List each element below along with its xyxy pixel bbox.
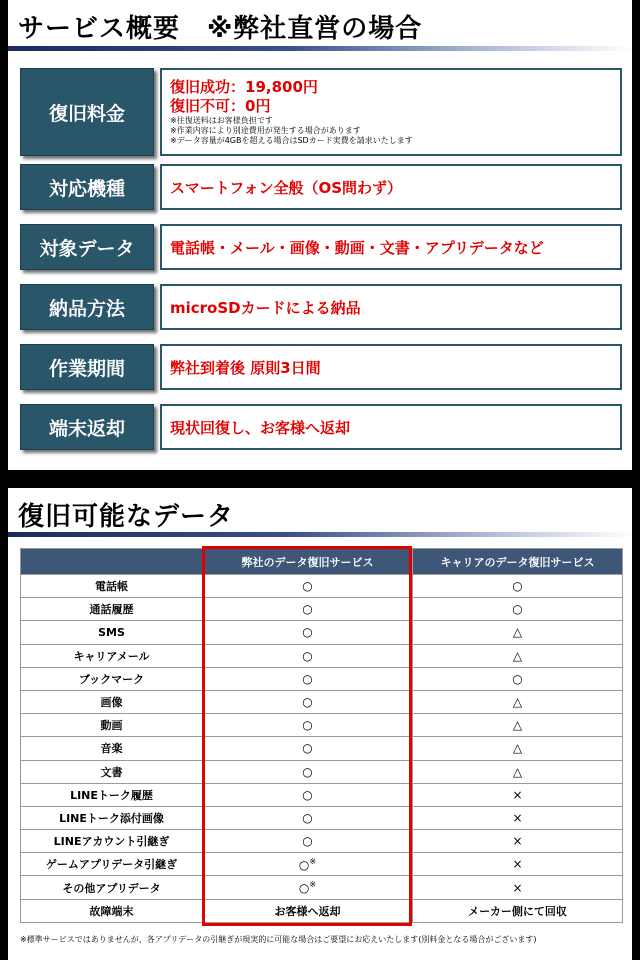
service-row-value: microSDカードによる納品 — [160, 284, 622, 330]
mark-note: ※ — [309, 880, 317, 890]
table-row — [21, 644, 623, 667]
service-row-label: 復旧料金 — [20, 68, 154, 156]
table-row — [21, 575, 623, 598]
service-row-label: 作業期間 — [20, 344, 154, 390]
data-item-label: ゲームアプリデータ引継ぎ — [21, 853, 203, 876]
carrier-service-mark: △ — [413, 690, 623, 713]
carrier-device-handling: メーカー側にて回収 — [413, 899, 623, 922]
carrier-service-mark: × — [413, 783, 623, 806]
table-row — [21, 690, 623, 713]
carrier-service-mark: △ — [413, 714, 623, 737]
carrier-service-mark: △ — [413, 621, 623, 644]
title-divider — [8, 532, 632, 537]
carrier-service-mark: ○ — [413, 575, 623, 598]
data-item-label: LINEアカウント引継ぎ — [21, 830, 203, 853]
data-item-label: LINEトーク添付画像 — [21, 806, 203, 829]
data-item-label: 動画 — [21, 714, 203, 737]
service-row-value: 現状回復し、お客様へ返却 — [160, 404, 622, 450]
our-service-mark: ○ — [203, 690, 413, 713]
carrier-service-mark: △ — [413, 737, 623, 760]
price-note-sd-card: ※データ容量が4GBを超える場合はSDカード実費を請求いたします — [170, 136, 413, 145]
carrier-service-mark: ○ — [413, 667, 623, 690]
carrier-service-mark: △ — [413, 644, 623, 667]
table-row — [21, 830, 623, 853]
footnote: ※標準サービスではありませんが、各アプリデータの引継ぎが現実的に可能な場合はご要望にお応えいたします(別料金となる場合がございます) — [20, 935, 537, 944]
data-item-label: LINEトーク履歴 — [21, 783, 203, 806]
recoverable-data-panel — [8, 488, 632, 960]
service-row-target-data — [20, 224, 622, 270]
recoverable-data-title: 復旧可能なデータ — [18, 502, 235, 532]
our-service-mark — [203, 876, 413, 899]
mark-note: ※ — [309, 856, 317, 866]
service-overview-panel — [8, 0, 632, 470]
our-service-mark: ○ — [203, 667, 413, 690]
data-item-label: キャリアメール — [21, 644, 203, 667]
table-row — [21, 737, 623, 760]
table-row — [21, 714, 623, 737]
table-row — [21, 899, 623, 922]
price-note-extra-cost: ※作業内容により別途費用が発生する場合があります — [170, 126, 361, 135]
service-row-label: 対象データ — [20, 224, 154, 270]
service-row-label: 納品方法 — [20, 284, 154, 330]
service-row-label: 端末返却 — [20, 404, 154, 450]
table-row — [21, 621, 623, 644]
data-item-label: 電話帳 — [21, 575, 203, 598]
carrier-service-mark: × — [413, 853, 623, 876]
carrier-service-mark: × — [413, 876, 623, 899]
data-item-label: 通話履歴 — [21, 598, 203, 621]
data-item-label: 画像 — [21, 690, 203, 713]
carrier-service-mark: × — [413, 806, 623, 829]
data-item-label: 故障端末 — [21, 899, 203, 922]
mark-symbol: ○ — [298, 857, 310, 872]
service-row-value: スマートフォン全般（OS問わず） — [160, 164, 622, 210]
our-service-mark: ○ — [203, 830, 413, 853]
carrier-service-mark: ○ — [413, 598, 623, 621]
title-divider — [8, 46, 632, 51]
table-row — [21, 876, 623, 899]
service-row-period — [20, 344, 622, 390]
table-row — [21, 760, 623, 783]
our-service-mark: ○ — [203, 575, 413, 598]
service-row-price — [20, 68, 622, 156]
our-service-mark: ○ — [203, 806, 413, 829]
service-row-device-return — [20, 404, 622, 450]
mark-symbol: ○ — [298, 881, 310, 896]
data-item-label: ブックマーク — [21, 667, 203, 690]
our-service-mark: ○ — [203, 714, 413, 737]
table-row — [21, 598, 623, 621]
our-service-mark: ○ — [203, 783, 413, 806]
table-row — [21, 853, 623, 876]
price-failure: 復旧不可：0円 — [170, 97, 271, 115]
data-item-label: SMS — [21, 621, 203, 644]
our-service-device-handling: お客様へ返却 — [203, 899, 413, 922]
comparison-table — [20, 548, 623, 923]
our-service-mark: ○ — [203, 598, 413, 621]
our-service-mark — [203, 853, 413, 876]
service-row-value: 弊社到着後 原則3日間 — [160, 344, 622, 390]
service-row-devices — [20, 164, 622, 210]
table-row — [21, 806, 623, 829]
header-our-service: 弊社のデータ復旧サービス — [203, 549, 413, 575]
service-row-value — [160, 68, 622, 156]
table-header-row — [21, 549, 623, 575]
data-item-label: その他アプリデータ — [21, 876, 203, 899]
carrier-service-mark: × — [413, 830, 623, 853]
carrier-service-mark: △ — [413, 760, 623, 783]
service-row-label: 対応機種 — [20, 164, 154, 210]
service-row-delivery — [20, 284, 622, 330]
service-row-value: 電話帳・メール・画像・動画・文書・アプリデータなど — [160, 224, 622, 270]
price-success: 復旧成功：19,800円 — [170, 78, 318, 96]
our-service-mark: ○ — [203, 737, 413, 760]
table-row — [21, 667, 623, 690]
our-service-mark: ○ — [203, 621, 413, 644]
price-note-shipping: ※往復送料はお客様負担です — [170, 116, 273, 125]
data-item-label: 音楽 — [21, 737, 203, 760]
our-service-mark: ○ — [203, 644, 413, 667]
data-item-label: 文書 — [21, 760, 203, 783]
header-empty-cell — [21, 549, 203, 575]
our-service-mark: ○ — [203, 760, 413, 783]
service-overview-title: サービス概要 ※弊社直営の場合 — [18, 14, 423, 44]
header-carrier-service: キャリアのデータ復旧サービス — [413, 549, 623, 575]
table-row — [21, 783, 623, 806]
